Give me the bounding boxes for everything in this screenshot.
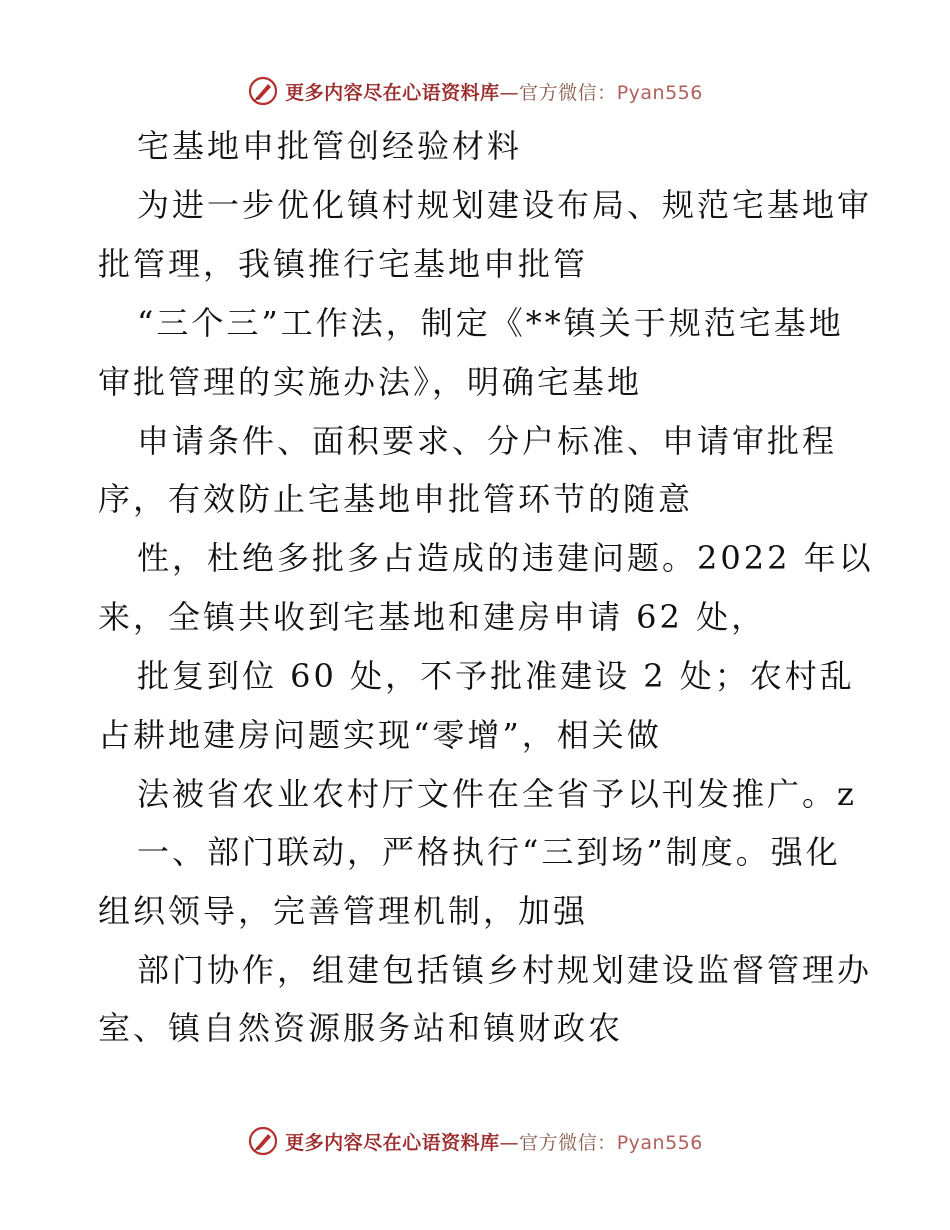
- watermark-main-text: 更多内容尽在心语资料库: [285, 1131, 500, 1154]
- quill-pen-logo-icon: [247, 1125, 279, 1157]
- quill-pen-logo-icon: [247, 75, 279, 107]
- paragraph-line: 法被省农业农村厅文件在全省予以刊发推广。z: [137, 775, 857, 813]
- paragraph-line: 批复到位 60 处，不予批准建设 2 处；农村乱: [137, 657, 855, 695]
- watermark-dash: —: [499, 1131, 520, 1154]
- watermark-text: [285, 78, 703, 105]
- paragraph-line: 审批管理的实施办法》，明确宅基地: [98, 363, 643, 401]
- paragraph-line: 来，全镇共收到宅基地和建房申请 62 处，: [98, 598, 767, 636]
- paragraph-line: 申请条件、面积要求、分户标准、申请审批程: [137, 422, 838, 460]
- paragraph-line: 性，杜绝多批多占造成的违建问题。2022 年以: [137, 539, 874, 577]
- footer-watermark: [0, 1121, 950, 1161]
- paragraph-line: 组织领导，完善管理机制，加强: [98, 892, 589, 930]
- paragraph-line: 占耕地建房问题实现“零增”，相关做: [98, 716, 662, 754]
- watermark-wechat-label: 官方微信：: [519, 1131, 617, 1154]
- paragraph-line: 室、镇自然资源服务站和镇财政农: [98, 1009, 624, 1047]
- watermark-wechat-id: Pyan556: [616, 1131, 703, 1154]
- paragraph-line: 批管理，我镇推行宅基地申批管: [98, 245, 589, 283]
- header-watermark: [0, 71, 950, 111]
- paragraph-line: 为进一步优化镇村规划建设布局、规范宅基地审: [137, 186, 873, 224]
- section-heading-line: 一、部门联动，严格执行“三到场”制度。强化: [137, 833, 841, 871]
- paragraph-line: 序，有效防止宅基地申批管环节的随意: [98, 480, 694, 518]
- paragraph-line: “三个三”工作法，制定《**镇关于规范宅基地: [137, 304, 844, 342]
- watermark-text: [285, 1128, 703, 1155]
- watermark-main-text: 更多内容尽在心语资料库: [285, 81, 500, 104]
- document-title: 宅基地申批管创经验材料: [137, 127, 523, 165]
- paragraph-line: 部门协作，组建包括镇乡村规划建设监督管理办: [137, 951, 873, 989]
- watermark-wechat-label: 官方微信：: [519, 81, 617, 104]
- watermark-dash: —: [499, 81, 520, 104]
- watermark-wechat-id: Pyan556: [616, 81, 703, 104]
